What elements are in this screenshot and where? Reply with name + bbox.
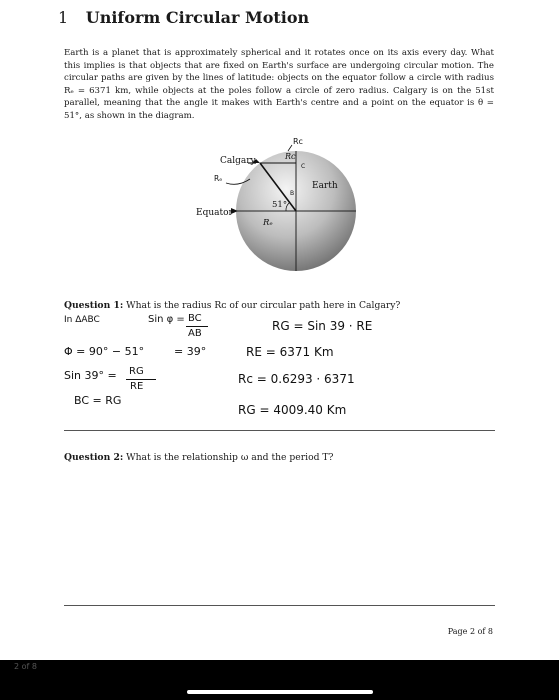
work-re: RE (130, 381, 144, 392)
work-bc: BC (188, 313, 202, 324)
page-number: Page 2 of 8 (447, 627, 493, 636)
question-2-text: What is the relationship ω and the period T? (123, 452, 334, 463)
section-number: 1 (58, 8, 69, 27)
work-bc-rg: BC = RG (74, 394, 122, 407)
question-1-label: Question 1: (64, 300, 124, 311)
rc-handwritten: Rc (293, 137, 303, 146)
work-re-value: RE = 6371 Km (246, 345, 334, 359)
work-39: = 39° (174, 345, 207, 358)
page-badge: 2 of 8 (14, 662, 37, 671)
work-phi: Φ = 90° − 51° (64, 345, 145, 358)
answer-rule-1 (64, 430, 495, 431)
work-ab: AB (188, 328, 202, 339)
question-1 (64, 300, 400, 311)
angle-label: 51° (272, 200, 288, 210)
work-rc-calc: Rc = 0.6293 · 6371 (238, 372, 355, 386)
intro-paragraph: Earth is a planet that is approximately spherical and it rotates once on its axis every day. What this implies is that objects that are fixed on Earth's surface are undergoing circular motion. The circular paths are given by the lines of latitude: objects on the equator follow a circle with radius Rₑ = 6371 km, while objects at the poles follow a circle of zero radius. Calgary is on the 51st parallel, meaning that the angle it makes with Earth's centre and a point on the equator is θ = 51°, as shown in the diagram. (64, 48, 494, 121)
re-handwritten: Rₑ (214, 174, 223, 183)
section-title: Uniform Circular Motion (85, 8, 310, 27)
rc-inner-label: Rᴄ (285, 152, 296, 161)
c-mark: C (301, 163, 306, 170)
re-inner-label: Rₑ (263, 218, 273, 228)
work-rg-formula: RG = Sin 39 · RE (272, 319, 373, 333)
calgary-label: Calgary (220, 156, 256, 166)
section-heading (58, 8, 309, 27)
work-rg: RG (129, 366, 144, 377)
work-triangle: In ΔABC (64, 315, 100, 325)
earth-diagram (190, 135, 370, 285)
answer-rule-2 (64, 605, 495, 606)
fraction-bar-2 (126, 379, 156, 380)
work-sin39: Sin 39° = (64, 369, 117, 382)
work-rg-result: RG = 4009.40 Km (238, 403, 347, 417)
fraction-bar-1 (186, 326, 208, 327)
question-2-label: Question 2: (64, 452, 124, 463)
b-mark: B (290, 190, 295, 197)
work-sin-phi: Sin φ = (148, 314, 185, 325)
home-indicator[interactable] (187, 690, 373, 694)
question-2 (64, 452, 333, 463)
question-1-text: What is the radius Rᴄ of our circular path here in Calgary? (123, 300, 401, 311)
equator-label: Equator (196, 208, 233, 218)
viewer-bottom-bar (0, 660, 559, 700)
rc-hand-tick (288, 145, 292, 151)
earth-label: Earth (312, 181, 338, 191)
